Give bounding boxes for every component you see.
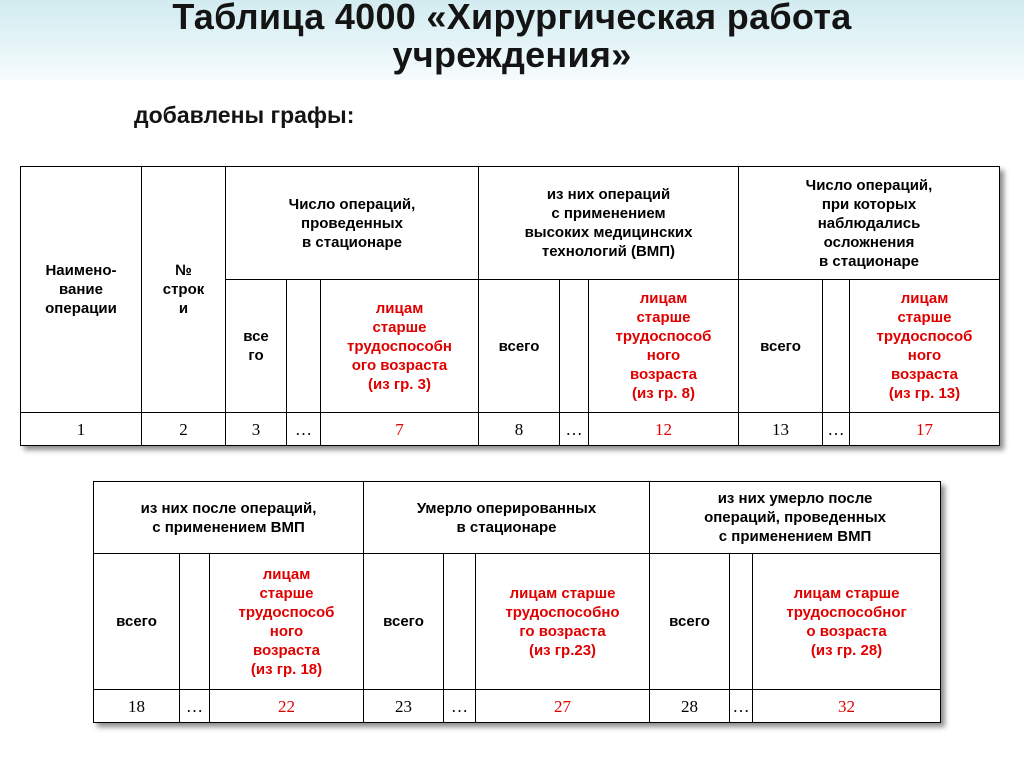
group-operations-vmp: из них операций с применением высоких медицинских технологий (ВМП) (479, 167, 739, 280)
col-num: 22 (210, 690, 364, 723)
col-num: 32 (753, 690, 941, 723)
group-operations-complications: Число операций, при которых наблюдались осложнения в стационаре (739, 167, 1000, 280)
table-columns-1-17 (20, 166, 1000, 446)
col-num: … (823, 413, 850, 446)
t2g3-older-age: лицам старше трудоспособног о возраста (из гр. 28) (753, 554, 941, 690)
page-title: Таблица 4000 «Хирургическая работа учреждения» (172, 0, 852, 75)
table2-subheader-row (94, 554, 941, 690)
col-num: 3 (226, 413, 287, 446)
col-num: 18 (94, 690, 180, 723)
col-operation-name: Наимено- вание операции (21, 167, 142, 413)
col-num: 28 (650, 690, 730, 723)
col-num: 2 (142, 413, 226, 446)
t2g2-total: всего (364, 554, 444, 690)
page-subtitle: добавлены графы: (134, 102, 355, 128)
group-complications-vmp: из них после операций, с применением ВМП (94, 482, 364, 554)
group-died-vmp: из них умерло после операций, проведенных с применением ВМП (650, 482, 941, 554)
g3-ellipsis-col (823, 280, 850, 413)
group-died-hospital: Умерло оперированных в стационаре (364, 482, 650, 554)
g2-older-age: лицам старше трудоспособ ного возраста (из гр. 8) (589, 280, 739, 413)
g1-older-age: лицам старше трудоспособн ого возраста (из гр. 3) (321, 280, 479, 413)
t2g1-ellipsis-col (180, 554, 210, 690)
col-num: 12 (589, 413, 739, 446)
g3-older-age: лицам старше трудоспособ ного возраста (из гр. 13) (850, 280, 1000, 413)
col-num: 23 (364, 690, 444, 723)
table1-header-row (21, 167, 1000, 280)
col-num: … (444, 690, 476, 723)
col-num: 1 (21, 413, 142, 446)
t2g3-total: всего (650, 554, 730, 690)
t2g3-ellipsis-col (730, 554, 753, 690)
table2-number-row (94, 690, 941, 723)
col-num: … (180, 690, 210, 723)
g2-total: всего (479, 280, 560, 413)
table1-number-row (21, 413, 1000, 446)
table-columns-18-32 (93, 481, 941, 723)
col-num: 17 (850, 413, 1000, 446)
g3-total: всего (739, 280, 823, 413)
col-num: 13 (739, 413, 823, 446)
g1-total: все го (226, 280, 287, 413)
col-num: … (560, 413, 589, 446)
col-num: 7 (321, 413, 479, 446)
t2g2-ellipsis-col (444, 554, 476, 690)
group-operations-hospital: Число операций, проведенных в стационаре (226, 167, 479, 280)
table2-header-row (94, 482, 941, 554)
t2g1-total: всего (94, 554, 180, 690)
col-num: … (730, 690, 753, 723)
col-num: 27 (476, 690, 650, 723)
t2g2-older-age: лицам старше трудоспособно го возраста (из гр.23) (476, 554, 650, 690)
col-num: … (287, 413, 321, 446)
t2g1-older-age: лицам старше трудоспособ ного возраста (из гр. 18) (210, 554, 364, 690)
col-row-number: № строк и (142, 167, 226, 413)
g1-ellipsis-col (287, 280, 321, 413)
col-num: 8 (479, 413, 560, 446)
g2-ellipsis-col (560, 280, 589, 413)
